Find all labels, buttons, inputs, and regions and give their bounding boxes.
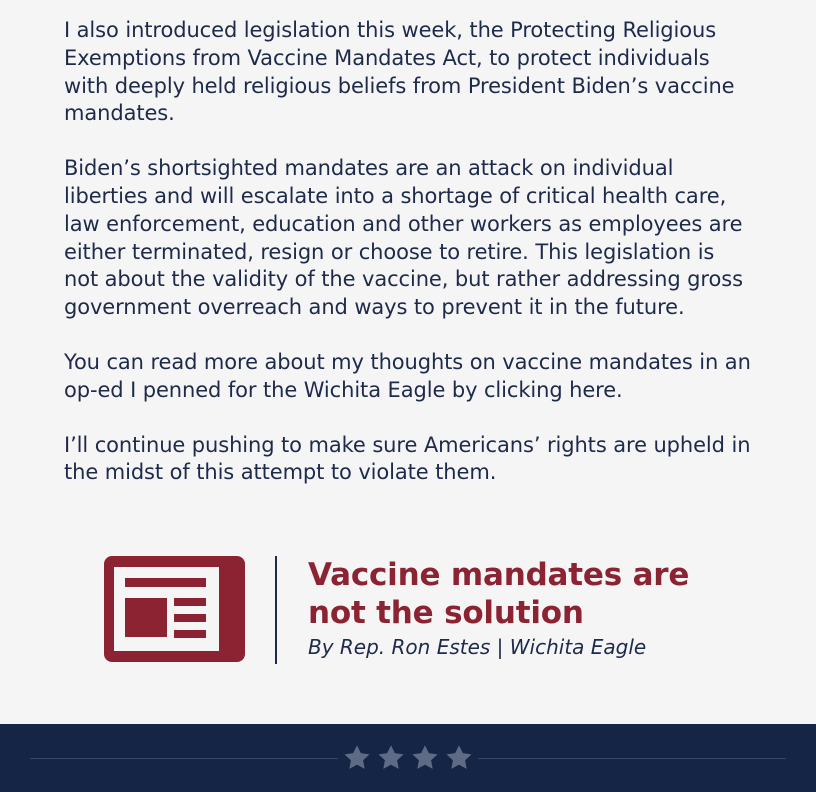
paragraph-op-ed-link[interactable]: You can read more about my thoughts on vaccine mandates in an op-ed I penned for the Wichita Eagle by clicking here. <box>64 349 751 402</box>
article-byline: By Rep. Ron Estes | Wichita Eagle <box>308 635 647 659</box>
footer-divider-right <box>478 758 786 759</box>
footer-stars <box>338 738 478 778</box>
footer-divider-left <box>30 758 338 759</box>
star-icon <box>410 743 440 773</box>
article-headline[interactable]: Vaccine mandates are not the solution <box>308 557 690 631</box>
article-text <box>308 556 728 660</box>
footer <box>0 724 816 792</box>
star-icon <box>444 743 474 773</box>
star-icon <box>342 743 372 773</box>
paragraph-mandates-impact: Biden’s shortsighted mandates are an attack on individual liberties and will escalate into a shortage of critical health care, law enforcement, education and other workers as employees are either terminated, resign or choose to retire. This legislation is not about the validity of the vaccine, but rather addressing gross government overreach and ways to prevent it in the future. <box>64 156 743 320</box>
newspaper-icon <box>104 556 245 662</box>
paragraph-legislation: I also introduced legislation this week, the Protecting Religious Exemptions from Vaccine Mandates Act, to protect individuals with deeply held religious beliefs from President Biden’s vaccine mandates. <box>64 18 735 126</box>
newsletter-content <box>64 17 754 514</box>
article-card[interactable] <box>104 556 724 664</box>
star-icon <box>376 743 406 773</box>
article-divider <box>275 556 277 664</box>
paragraph-closing: I’ll continue pushing to make sure Americans’ rights are upheld in the midst of this attempt to violate them. <box>64 432 751 485</box>
